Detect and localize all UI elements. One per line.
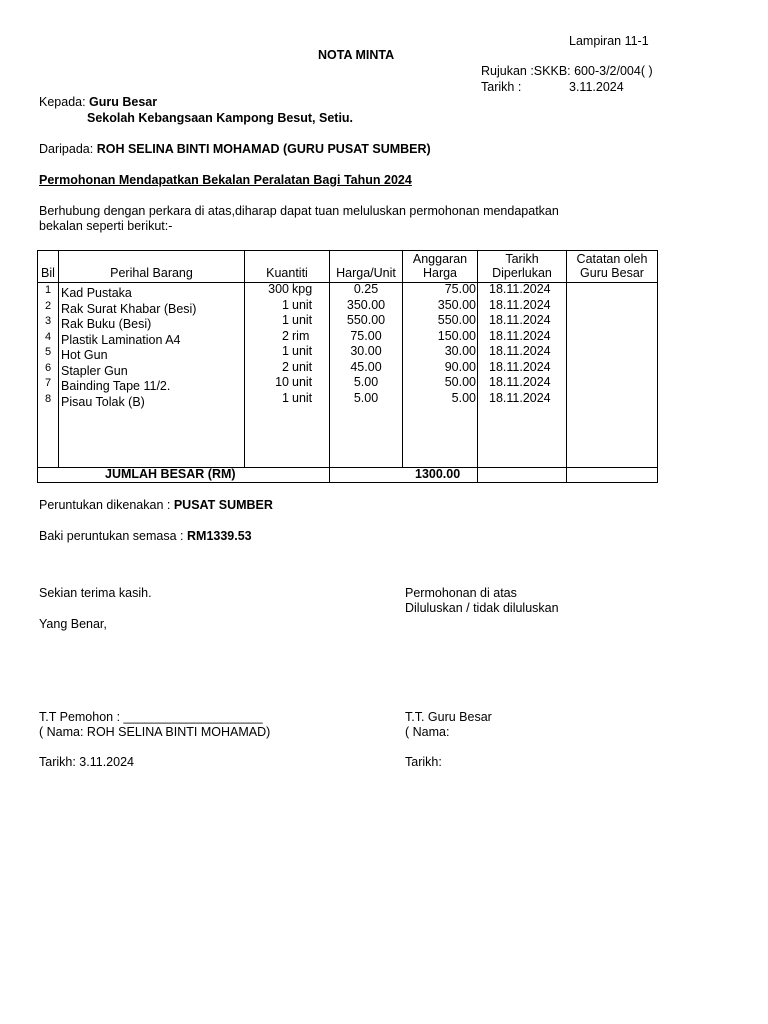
- allocation-line: [39, 498, 273, 514]
- row-price: 75.00: [350, 328, 382, 343]
- headmaster-name: ( Nama:: [405, 725, 450, 739]
- row-qty: 300: [268, 282, 289, 296]
- row-qty: 2: [282, 359, 289, 374]
- row-total: 150.00: [437, 328, 476, 343]
- row-item: Plastik Lamination A4: [61, 332, 181, 347]
- header-catatan-2: Guru Besar: [580, 266, 644, 280]
- row-total: 550.00: [437, 313, 476, 327]
- header-catatan-1: Catatan oleh: [576, 252, 648, 266]
- row-price: 30.00: [350, 344, 382, 358]
- row-unit: kpg: [292, 282, 313, 296]
- row-bil: 7: [44, 377, 52, 389]
- row-price: 350.00: [346, 297, 386, 312]
- row-item: Stapler Gun: [61, 363, 128, 378]
- row-date: 18.11.2024: [489, 344, 551, 358]
- row-price: 45.00: [350, 359, 382, 374]
- row-total: 50.00: [444, 375, 476, 389]
- row-item: Kad Pustaka: [61, 286, 132, 300]
- row-item: Rak Surat Khabar (Besi): [61, 301, 197, 316]
- recipient-name: Guru Besar: [89, 95, 158, 109]
- header-tarikh-2: Diperlukan: [492, 266, 552, 280]
- row-item: Pisau Tolak (B): [61, 394, 145, 409]
- row-bil: 4: [44, 330, 52, 343]
- allocation-label: Peruntukan dikenakan :: [39, 498, 174, 512]
- row-price: 5.00: [353, 375, 379, 389]
- row-qty: 1: [282, 344, 289, 358]
- approval-line-1: Permohonan di atas: [405, 586, 517, 600]
- document-title: NOTA MINTA: [318, 48, 395, 62]
- row-date: 18.11.2024: [489, 282, 551, 296]
- date-value: 3.11.2024: [569, 80, 624, 94]
- row-total: 75.00: [444, 282, 476, 296]
- row-qty: 1: [282, 390, 289, 405]
- row-bil: 3: [44, 315, 52, 327]
- total-label: JUMLAH BESAR (RM): [105, 467, 236, 481]
- row-date: 18.11.2024: [489, 359, 551, 374]
- total-value: 1300.00: [415, 467, 461, 481]
- row-total: 5.00: [451, 390, 476, 405]
- balance-label: Baki peruntukan semasa :: [39, 529, 187, 543]
- row-price: 5.00: [353, 390, 379, 405]
- lampiran-label: Lampiran 11-1: [569, 34, 649, 48]
- row-total: 90.00: [444, 359, 476, 374]
- items-table: [37, 250, 658, 483]
- body-line-2: bekalan seperti berikut:-: [39, 219, 173, 233]
- row-item: Bainding Tape 11/2.: [61, 379, 171, 393]
- row-qty: 1: [282, 297, 289, 312]
- applicant-date: Tarikh: 3.11.2024: [39, 755, 134, 769]
- row-qty: 10: [275, 375, 289, 389]
- sender-name: ROH SELINA BINTI MOHAMAD (GURU PUSAT SUMBER): [96, 142, 431, 156]
- row-bil: 6: [44, 361, 52, 374]
- balance-line: [39, 529, 252, 545]
- headmaster-date: Tarikh:: [405, 755, 442, 769]
- header-kuantiti: Kuantiti: [266, 266, 308, 280]
- row-item: Rak Buku (Besi): [61, 317, 152, 331]
- recipient-label: Kepada:: [39, 95, 90, 109]
- row-unit: unit: [292, 390, 313, 405]
- row-bil: 2: [44, 299, 52, 312]
- row-price: 0.25: [353, 282, 379, 296]
- headmaster-signature: T.T. Guru Besar: [405, 710, 492, 724]
- row-date: 18.11.2024: [489, 297, 551, 312]
- row-total: 350.00: [437, 297, 476, 312]
- header-harga-unit: Harga/Unit: [336, 266, 396, 280]
- row-bil: 8: [44, 392, 52, 405]
- applicant-name: ( Nama: ROH SELINA BINTI MOHAMAD): [39, 725, 271, 739]
- row-date: 18.11.2024: [489, 375, 551, 389]
- row-unit: unit: [292, 344, 313, 358]
- closing-yang-benar: Yang Benar,: [39, 617, 107, 631]
- row-unit: unit: [292, 359, 313, 374]
- body-line-1: Berhubung dengan perkara di atas,diharap dapat tuan meluluskan permohonan mendapatkan: [39, 204, 559, 218]
- row-bil: 5: [44, 346, 52, 358]
- row-unit: unit: [292, 297, 313, 312]
- closing-thanks: Sekian terima kasih.: [39, 586, 152, 600]
- row-date: 18.11.2024: [489, 328, 551, 343]
- header-anggaran-1: Anggaran: [412, 252, 468, 266]
- row-date: 18.11.2024: [489, 313, 551, 327]
- subject-line: Permohonan Mendapatkan Bekalan Peralatan Bagi Tahun 2024: [39, 173, 412, 187]
- row-bil: 1: [44, 284, 52, 296]
- row-unit: unit: [292, 313, 313, 327]
- row-qty: 2: [282, 328, 289, 343]
- header-tarikh-1: Tarikh: [505, 252, 539, 266]
- row-unit: rim: [292, 328, 310, 343]
- row-unit: unit: [292, 375, 313, 389]
- row-price: 550.00: [346, 313, 386, 327]
- row-date: 18.11.2024: [489, 390, 551, 405]
- row-qty: 1: [282, 313, 289, 327]
- sender-label: Daripada:: [39, 142, 97, 156]
- approval-line-2: Diluluskan / tidak diluluskan: [405, 601, 559, 615]
- row-item: Hot Gun: [61, 348, 108, 362]
- date-label: Tarikh :: [481, 80, 522, 94]
- header-bil: Bil: [41, 266, 55, 280]
- sender-line: [39, 142, 431, 158]
- allocation-value: PUSAT SUMBER: [173, 498, 273, 512]
- recipient-school: Sekolah Kebangsaan Kampong Besut, Setiu.: [87, 111, 354, 125]
- applicant-signature: T.T Pemohon : ____________________: [39, 710, 263, 724]
- recipient-line: [39, 95, 157, 111]
- header-perihal: Perihal Barang: [110, 266, 193, 280]
- reference-number: Rujukan :SKKB: 600-3/2/004( ): [481, 64, 653, 78]
- header-anggaran-2: Harga: [422, 266, 458, 280]
- row-total: 30.00: [444, 344, 476, 358]
- balance-value: RM1339.53: [187, 529, 252, 543]
